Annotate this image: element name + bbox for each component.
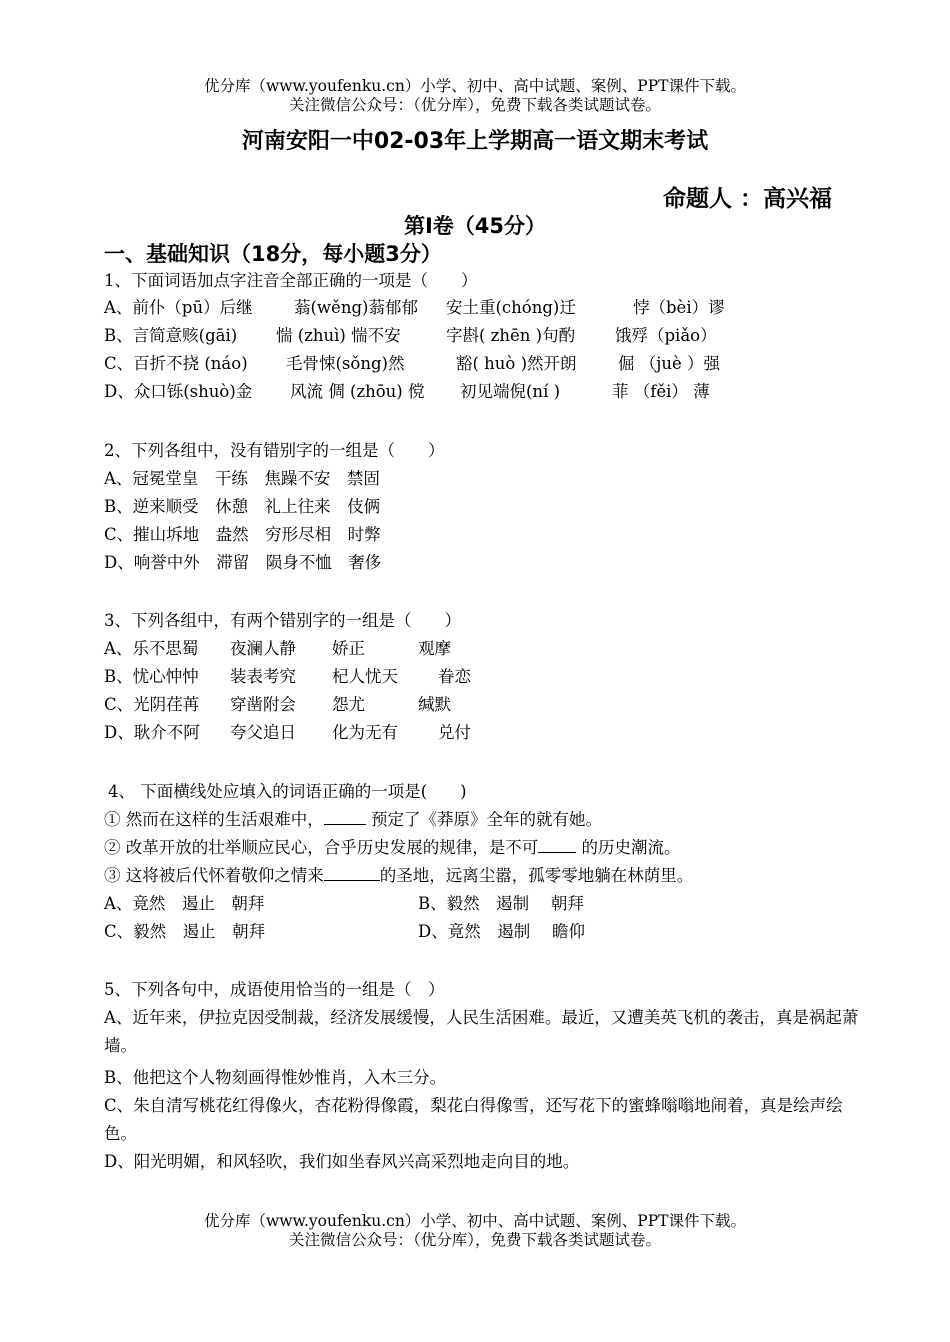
q2-option-d: D、响誉中外 滞留 陨身不恤 奢侈 xyxy=(104,553,382,572)
q2-option-a: A、冠冕堂皇 干练 焦躁不安 禁固 xyxy=(104,469,380,488)
q4-blank-2 xyxy=(538,838,576,853)
q1-d-3: 初见端倪(ní ) xyxy=(460,382,561,401)
q1-a-2: 蓊(wěng)蓊郁郁 xyxy=(294,298,418,317)
q3-c-2: 穿凿附会 xyxy=(230,695,296,714)
q4-sentence-1 xyxy=(104,809,602,831)
q4-stem: 4、 下面横线处应填入的词语正确的一项是( ) xyxy=(108,782,467,801)
q3-a-2: 夜澜人静 xyxy=(230,639,296,658)
q4-option-d: D、竟然 遏制 瞻仰 xyxy=(418,922,585,941)
q3-c-3: 怨尤 xyxy=(332,695,365,714)
q1-b-3: 字斟( zhēn )句酌 xyxy=(446,326,576,345)
footer-line-1: 优分库（www.youfenku.cn）小学、初中、高中试题、案例、PPT课件下载。 xyxy=(203,1212,747,1230)
q1-c-3: 豁( huò )然开朗 xyxy=(456,354,577,373)
q4-option-c: C、毅然 遏止 朝拜 xyxy=(104,922,266,941)
q1-b-1: B、言简意赅(gāi) xyxy=(104,326,238,345)
q3-a-4: 观摩 xyxy=(418,639,451,658)
q1-c-1: C、百折不挠 (náo) xyxy=(104,354,248,373)
q4-options-ab xyxy=(104,893,584,915)
q1-d-1: D、众口铄(shuò)金 xyxy=(104,382,253,401)
q3-a-3: 娇正 xyxy=(332,639,365,658)
q3-a-1: A、乐不思蜀 xyxy=(104,639,199,658)
page-header xyxy=(0,77,950,115)
q1-a-4: 悖（bèi）谬 xyxy=(633,298,725,317)
q3-option-a xyxy=(104,638,451,660)
q5-option-d: D、阳光明媚，和风轻吹，我们如坐春风兴高采烈地走向目的地。 xyxy=(104,1152,580,1171)
volume-heading: 第Ⅰ卷（45分） xyxy=(403,214,547,238)
q4-sentence-3 xyxy=(104,865,693,887)
q1-stem: 1、下面词语加点字注音全部正确的一项是（ ） xyxy=(104,271,478,290)
q3-d-1: D、耿介不阿 xyxy=(104,723,200,742)
q1-option-b xyxy=(104,325,717,347)
q1-option-c xyxy=(104,353,720,375)
q5-option-c: C、朱自清写桃花红得像火，杏花粉得像霞，梨花白得像雪，还写花下的蜜蜂嗡嗡地闹着，真是绘声绘色。 xyxy=(104,1096,843,1143)
q1-b-4: 饿殍（piǎo） xyxy=(615,326,717,345)
q2-option-c: C、摧山坼地 盎然 穷形尽相 时弊 xyxy=(104,525,381,544)
exam-author: 命题人 ：高兴福 xyxy=(662,186,832,212)
q4-s2-a: ② 改革开放的壮举顺应民心，合乎历史发展的规律，是不可 xyxy=(104,838,539,857)
q1-option-a xyxy=(104,297,725,319)
q4-s3-a: ③ 这将被后代怀着敬仰之情来 xyxy=(104,866,324,885)
q2-option-b: B、逆来顺受 休憩 礼上往来 伎俩 xyxy=(104,497,381,516)
q3-d-3: 化为无有 xyxy=(332,723,398,742)
q1-c-4: 倔 （juè ）强 xyxy=(618,354,720,373)
q1-option-d xyxy=(104,381,710,403)
q1-b-2: 惴 (zhuì) 惴不安 xyxy=(276,326,401,345)
q4-sentence-2 xyxy=(104,837,681,859)
q4-blank-3 xyxy=(324,866,380,881)
q1-d-2: 风流 倜 (zhōu) 傥 xyxy=(290,382,425,401)
q5-stem: 5、下列各句中，成语使用恰当的一组是（ ） xyxy=(104,980,445,999)
section-heading: 一、基础知识（18分，每小题3分） xyxy=(104,242,442,266)
q5-option-a: A、近年来，伊拉克因受制裁，经济发展缓慢，人民生活困难。最近，又遭美英飞机的袭击，真是祸起萧墙。 xyxy=(104,1008,859,1055)
exam-title: 河南安阳一中02-03年上学期高一语文期末考试 xyxy=(241,129,709,154)
q4-option-b: B、毅然 遏制 朝拜 xyxy=(418,894,584,913)
q1-a-3: 安土重(chóng)迁 xyxy=(446,298,576,317)
q3-c-4: 缄默 xyxy=(418,695,451,714)
q3-option-c xyxy=(104,694,451,716)
q3-stem: 3、下列各组中，有两个错别字的一组是（ ） xyxy=(104,611,461,630)
q1-c-2: 毛骨悚(sǒng)然 xyxy=(286,354,405,373)
q4-s3-b: 的圣地，远离尘嚣，孤零零地躺在林荫里。 xyxy=(379,866,694,885)
q3-option-d xyxy=(104,722,471,744)
q3-c-1: C、光阴荏苒 xyxy=(104,695,200,714)
header-line-2: 关注微信公众号：（优分库），免费下载各类试题试卷。 xyxy=(288,96,661,114)
header-line-1: 优分库（www.youfenku.cn）小学、初中、高中试题、案例、PPT课件下载。 xyxy=(203,77,747,95)
page-footer xyxy=(0,1212,950,1250)
q2-stem: 2、下列各组中，没有错别字的一组是（ ） xyxy=(104,441,445,460)
q4-blank-1 xyxy=(324,810,366,825)
q3-b-4: 眷恋 xyxy=(438,667,471,686)
footer-line-2: 关注微信公众号：（优分库），免费下载各类试题试卷。 xyxy=(288,1231,661,1249)
q3-d-2: 夸父追日 xyxy=(230,723,296,742)
q3-b-1: B、忧心忡忡 xyxy=(104,667,199,686)
q4-options-cd xyxy=(104,921,585,943)
q3-option-b xyxy=(104,666,471,688)
q4-s1-b: 预定了《莽原》全年的就有她。 xyxy=(365,810,602,829)
q1-d-4: 菲 （fěi） 薄 xyxy=(612,382,710,401)
q4-s1-a: ① 然而在这样的生活艰难中， xyxy=(104,810,324,829)
q4-s2-b: 的历史潮流。 xyxy=(576,838,681,857)
q3-b-2: 装表考究 xyxy=(230,667,296,686)
q3-d-4: 兑付 xyxy=(438,723,471,742)
q5-option-b: B、他把这个人物刻画得惟妙惟肖，入木三分。 xyxy=(104,1068,447,1087)
q4-option-a: A、竟然 遏止 朝拜 xyxy=(104,894,265,913)
q3-b-3: 杞人忧天 xyxy=(332,667,398,686)
q1-a-1: A、前仆（pū）后继 xyxy=(104,298,253,317)
